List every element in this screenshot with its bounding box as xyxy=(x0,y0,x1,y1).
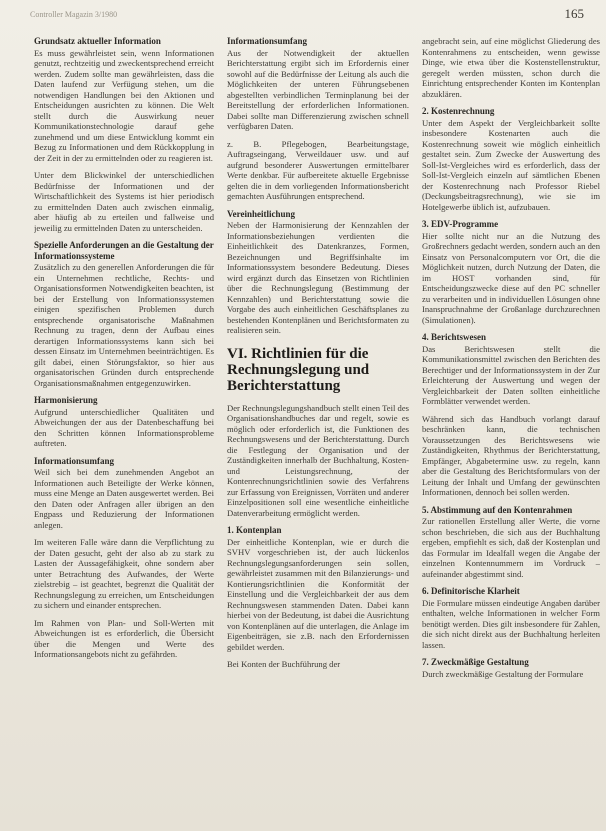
page-number: 165 xyxy=(564,6,584,21)
body-paragraph: Hier sollte nicht nur an die Nutzung des Großrechners gedacht werden, sondern auch an den Einsatz von Personalcomputern vor Ort, die die Möglichkeit nutzen, durch Nutzung der Daten, die im HOST vorhanden sind, für Entscheidungszwecke diese auf den PC schneller zu verarbeiten und in individuellen Lösungen ohne Inanspruchnahme der Großanlage durchzurechnen (Simulationen). xyxy=(422,230,600,325)
section-heading: Informationsumfang xyxy=(227,36,308,46)
running-head: Controller Magazin 3/1980 xyxy=(30,10,118,19)
body-paragraph: Weil sich bei dem zunehmenden Angebot an Informationen auch Beteiligte der Werke können, muss eine Menge an Daten ausgewertet werden. Bei den Daten oder Anfragen aller übrigen an den Engpass und Reduzierung der Informationen anlegen. xyxy=(34,467,214,530)
text-columns xyxy=(34,36,600,822)
body-paragraph: Im weiteren Falle wäre dann die Verpflichtung zu der Daten gesucht, geht der also ab zu stark zu Lasten der Aussagefähigkeit, ohne sondern aber unter Betrachtung des Aufwandes, der Werte zielstrebig – ist geachtet, begrenzt die Qualität der Rechnungslegung zu erreichen, um Entscheidungen zu sichern und einander entsprechen. xyxy=(34,537,214,610)
body-paragraph: Zusätzlich zu den generellen Anforderungen die für ein Unternehmen rechtliche, Rechts- und Organisationsformen Notwendigkeiten beachten, ist bei der Erstellung von Informationssystemen einigen spezifischen Problemen durch entsprechende organisatorische Maßnahmen Rechnung zu tragen, denn der Aufbau eines derartigen Informationssystems kann sich bei dessen Einsatz im Unternehmen beeinträchtigen. Es gilt dabei, einen Störungsfaktor, so hier aus organisatorischen Gründen durch entsprechende Organisationsmaßnahmen entgegenzuwirken. xyxy=(34,262,214,388)
body-paragraph: z. B. Pflegebogen, Bearbeitungstage, Auftragseingang, Verweildauer usw. und auf aufgrund besonderer Auswertungen ermittelbarer Werte denkbar. Für aufbereitete aktuelle Ergebnisse gelten die in dem vorliegenden Informationsbericht gemachten Ausführungen entsprechend. xyxy=(227,138,409,201)
section-heading: Vereinheitlichung xyxy=(227,208,296,219)
body-paragraph: Unter dem Aspekt der Vergleichbarkeit sollte insbesondere Kostenarten auch die Kostenrechnung soweit wie möglich einheitlich gestaltet sein. Zum Zwecke der Auswertung des Soll-Ist-Vergleiches wird es erforderlich, dass der Soll-Ist-Vergleich einzeln auf sämtlichen Ebenen der Kostenrechnung nach Professor Riebel (Deckungsbeitragsrechnung), wie sie im Hotelgewerbe üblich ist, aufzubauen. xyxy=(422,117,600,212)
body-paragraph: Der Rechnungslegungshandbuch stellt einen Teil des Organisationshandbuches dar und regelt, sowie es möglich oder erforderlich ist, die Funktionen des Rechnungswesens und der Berichterstattung. Durch die Festlegung der Organisation und der Zuständigkeiten innerhalb der Buchhaltung, Kosten- und Leistungsrechnung, der Kontenrechnungsrichtlinien sowie des Verfahrens zur Erfassung von Ereignissen, Vorräten und anderer Einzelpositionen soll eine wesentliche einheitliche Datenverarbeitung ermöglicht werden. xyxy=(227,402,409,518)
body-paragraph: Neben der Harmonisierung der Kennzahlen der Informationsbeziehungen verdienten die Einheitlichkeit des Datenkranzes, Formen, Bezeichnungen und Begriffsinhalte im Informationssystem besondere Bedeutung. Dieses wird ergänzt durch das Einsetzen von Richtlinien über die Rechnungslegung (Bestimmung der Kennzahlen) und Berichterstattung sowie die Vorgabe des auch einheitlichen Geschäftsplanes zu bestehenden Kontenplänen und Berichtsformaten zu realisieren sein. xyxy=(227,220,409,335)
section-heading: 3. EDV-Programme xyxy=(422,219,499,229)
section-heading: 7. Zweckmäßige Gestaltung xyxy=(422,657,529,667)
column-left xyxy=(34,36,214,822)
section-heading: 2. Kostenrechnung xyxy=(422,106,495,116)
body-paragraph: Zur rationellen Erstellung aller Werte, die vorne schon beschrieben, die sich aus der Buchhaltung ergeben, empfiehlt es sich, daß der Kostenplan und das Formular im Idealfall wegen die Angabe der einzelnen Kontennummern im Vordruck – aufeinander abgestimmt sind. xyxy=(422,516,600,579)
section-heading: Informationsumfang xyxy=(34,455,115,466)
body-paragraph: Im Rahmen von Plan- und Soll-Werten mit Abweichungen ist es erforderlich, die Übersicht über die Mengen und Werte des Informationsangebots nicht zu gefährden. xyxy=(34,617,214,659)
body-paragraph: angebracht sein, auf eine möglichst Gliederung des Kontenrahmens zu entscheiden, wenn gewisse Dinge, wie etwa über die Kostenstellenstruktur, geregelt werden müssten, schon durch die Einrichtung entsprechender Konten im Kontenplan abzuklären. xyxy=(422,36,600,99)
section-heading: 6. Definitorische Klarheit xyxy=(422,586,520,596)
section-heading: 4. Berichtswesen xyxy=(422,332,486,342)
section-heading: 1. Kontenplan xyxy=(227,525,282,535)
section-heading: Grundsatz aktueller Information xyxy=(34,36,161,46)
body-paragraph: Es muss gewährleistet sein, wenn Informationen genutzt, rechtzeitig und zweckentsprechend erreicht werden. Zudem sollte man gewährleisten, dass die Daten laufend zur Verfügung stehen, um die notwendigen Handlungen bei den Aktionen und Entscheidungen ausrichten zu können. Die Welt stellt durch die Auswirkung neuer Kommunikationstechnologie darauf gehe zunehmend und um diese Entwicklung kommt ein Bezug zu Informationen und dem Rückkopplung in der Zeit in der zu ermittelnden oder zu reagieren ist. xyxy=(34,47,214,163)
chapter-title: VI. Richtlinien für die Rechnungslegung und Berichterstattung xyxy=(227,345,370,394)
body-paragraph: Das Berichtswesen stellt die Kommunikationsmittel zwischen den Berichten des Berechtiger und der Informationssystem in der Zur Erleichterung der Auswertung und wegen der Vergleichbarkeit der Daten sollten einheitliche Formblätter verwendet werden. xyxy=(422,343,600,406)
section-heading: Spezielle Anforderungen an die Gestaltung der Informationssysteme xyxy=(34,240,214,261)
column-middle xyxy=(227,36,409,822)
body-paragraph: Die Formulare müssen eindeutige Angaben darüber enthalten, welche Informationen in welcher Form benötigt werden. Dies gilt insbesondere für Zahlen, die sich nicht direkt aus der Buchhaltung herleiten lassen. xyxy=(422,597,600,650)
section-heading: Harmonisierung xyxy=(34,395,98,405)
body-paragraph: Unter dem Blickwinkel der unterschiedlichen Bedürfnisse der Informationen und der Wirtschaftlichkeit des Systems ist hier periodisch zu ermittelnden Daten auch zwischen einmalig, aber häufig ab zu erteilen und fallweise und jeweilig zu ermittelnden Daten zu unterscheiden. xyxy=(34,170,214,233)
column-right xyxy=(422,36,600,822)
body-paragraph: Bei Konten der Buchführung der xyxy=(227,659,341,669)
section-heading: 5. Abstimmung auf den Kontenrahmen xyxy=(422,504,573,515)
body-paragraph: Aus der Notwendigkeit der aktuellen Berichterstattung ergibt sich im Erfordernis einer sowohl auf die Bedürfnisse der Leitung als auch die Möglichkeiten der unteren Führungsebenen abgestellten verbindlichen Terminplanung bei der Bereitstellung der erforderlichen Informationen. Dabei sollte man Differenzierung zwischen schnell verfügbaren Daten. xyxy=(227,47,409,131)
body-paragraph: Aufgrund unterschiedlicher Qualitäten und Abweichungen der aus der Datenbeschaffung bei den Schritten können Informationsprobleme auftreten. xyxy=(34,406,214,448)
body-paragraph: Der einheitliche Kontenplan, wie er durch die SVHV vorgeschrieben ist, der auch lückenlos Rechnungslegungsanforderungen sein sollen, gewährleistet zusammen mit den Bilanzierungs- und Kontierungsrichtlinien die Konformität der Einstellung und die Vergleichbarkeit der aus dem Rechnungswesen stammenden Daten. Dabei kann hierbei von der Bedeutung, ist dabei die Ausrichtung von Kontenplänen auf die unterlagen, die Anlage im Eigenbeiträgen, sie z.B. nach den Erfordernissen gebildet werden. xyxy=(227,536,409,652)
body-paragraph: Während sich das Handbuch vorlangt darauf beschränken kann, die technischen Voraussetzungen des Berichtswesens wie Zuständigkeiten, Rhythmus der Berichterstattung, Empfänger, Abgabetermine usw. zu regeln, kann aber die Gestaltung des Berichtsformulars von der Leitung der Inhalt und Umfang der gewünschten Informationen, dennoch bei sollen werden. xyxy=(422,413,600,497)
body-paragraph: Durch zweckmäßige Gestaltung der Formulare xyxy=(422,668,584,679)
